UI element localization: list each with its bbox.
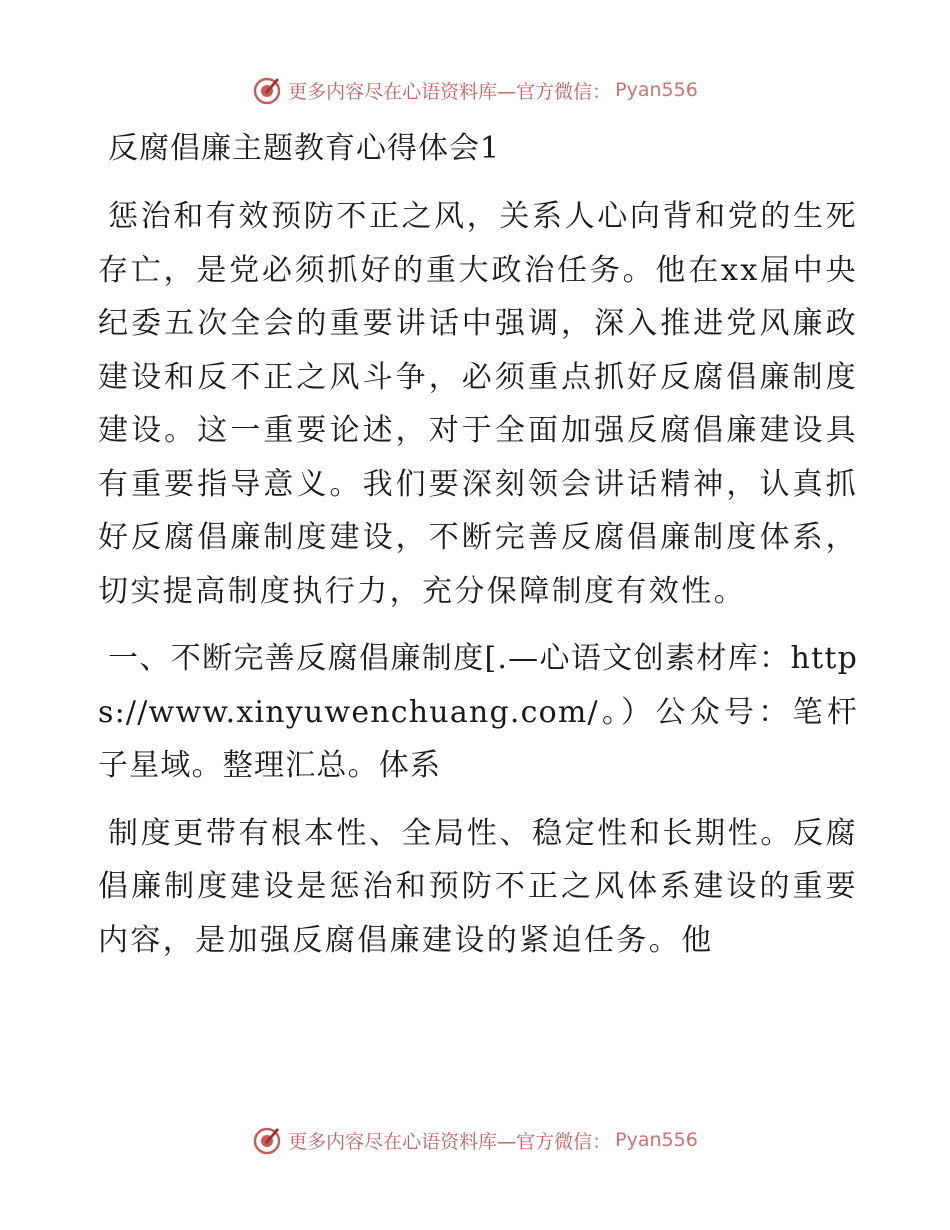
watermark-contact: Pyan556 (615, 1129, 698, 1151)
paragraph-intro: 惩治和有效预防不正之风，关系人心向背和党的生死存亡，是党必须抓好的重大政治任务。他在xx届中央纪委五次全会的重要讲话中强调，深入推进党风廉政建设和反不正之风斗争，必须重点抓好反腐倡廉制度建设。这一重要论述，对于全面加强反腐倡廉建设具有重要指导意义。我们要深刻领会讲话精神，认真抓好反腐倡廉制度建设，不断完善反腐倡廉制度体系，切实提高制度执行力，充分保障制度有效性。 (98, 199, 858, 609)
document-title: 反腐倡廉主题教育心得体会1 (108, 131, 501, 166)
quill-pen-circle-icon (252, 1125, 282, 1155)
quill-pen-circle-icon (252, 75, 282, 105)
paragraph-section-heading: 一、不断完善反腐倡廉制度[.—心语文创素材库：https://www.xinyuwenchuang.com/。）公众号：笔杆子星域。整理汇总。体系 (98, 641, 858, 783)
document-body (98, 122, 858, 981)
footer-watermark (0, 1120, 950, 1160)
paragraph-body: 制度更带有根本性、全局性、稳定性和长期性。反腐倡廉制度建设是惩治和预防不正之风体系建设的重要内容，是加强反腐倡廉建设的紧迫任务。他 (98, 815, 858, 958)
watermark-contact: Pyan556 (615, 79, 698, 101)
header-watermark (0, 70, 950, 110)
watermark-label: 更多内容尽在心语资料库—官方微信： (288, 80, 612, 103)
watermark-label: 更多内容尽在心语资料库—官方微信： (288, 1130, 612, 1153)
